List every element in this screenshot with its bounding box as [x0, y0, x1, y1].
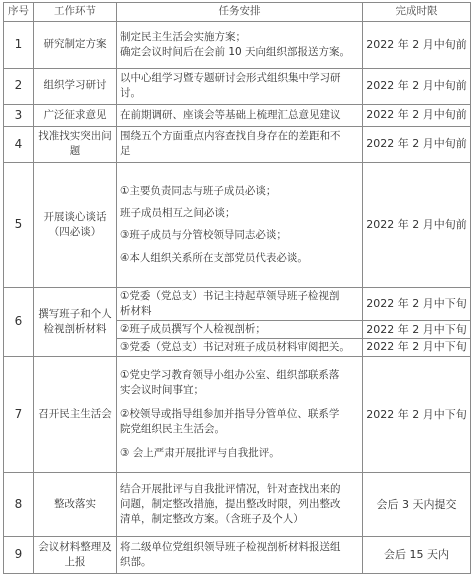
row-number: 8 — [4, 473, 34, 537]
row-task — [117, 321, 363, 339]
table-row — [4, 356, 471, 472]
task-line: ②班子成员撰写个人检视剖析； — [120, 322, 266, 335]
table-row — [4, 22, 471, 69]
task-line: 讨。 — [120, 87, 141, 100]
task-line: 在前期调研、座谈会等基础上梳理汇总意见建议 — [120, 108, 341, 121]
row-task — [117, 22, 363, 69]
task-line: ①党史学习教育领导小组办公室、组织部联系落 — [120, 368, 340, 381]
table-row — [4, 536, 471, 573]
row-number: 9 — [4, 536, 34, 573]
row-deadline: 会后 3 天内提交 — [363, 473, 471, 537]
table-row — [4, 126, 471, 162]
task-line: ③班子成员与分管校领导同志必谈； — [120, 229, 287, 242]
task-line: 院党组织民主生活会。 — [120, 423, 225, 436]
row-deadline: 2022 年 2 月中旬前 — [363, 162, 471, 287]
row-deadline: 2022 年 2 月中下旬 — [363, 338, 471, 356]
task-line: ③ 会上严肃开展批评与自我批评。 — [120, 447, 280, 460]
row-deadline: 2022 年 2 月中旬前 — [363, 126, 471, 162]
task-line: 问题，制定整改措施，提出整改时限，列出整改 — [120, 498, 341, 510]
header-deadline: 完成时限 — [363, 3, 471, 22]
task-line: ④本人组织关系所在支部党员代表必谈。 — [120, 251, 308, 264]
task-line: 析材料 — [120, 304, 152, 317]
task-line: 足 — [120, 145, 131, 158]
header-no: 序号 — [4, 3, 34, 22]
task-line: ③党委（党总支）书记对班子成员材料审阅把关。 — [120, 340, 350, 353]
row-step: 找准找实突出问题 — [34, 126, 117, 162]
row-deadline: 会后 15 天内 — [363, 536, 471, 573]
task-line: ①主要负责同志与班子成员必谈； — [120, 184, 277, 197]
table-row — [4, 162, 471, 287]
table-row — [4, 287, 471, 320]
schedule-table — [3, 2, 471, 574]
row-step: 召开民主生活会 — [34, 356, 117, 472]
row-number: 7 — [4, 356, 34, 472]
row-step: 组织学习研讨 — [34, 68, 117, 104]
row-number: 5 — [4, 162, 34, 287]
task-line: 班子成员相互之间必谈； — [120, 207, 236, 220]
row-task — [117, 104, 363, 126]
row-number: 6 — [4, 287, 34, 356]
row-deadline: 2022 年 2 月中下旬 — [363, 321, 471, 339]
row-step: 开展谈心谈话（四必谈） — [34, 162, 117, 287]
row-deadline: 2022 年 2 月中旬前 — [363, 104, 471, 126]
row-number: 1 — [4, 22, 34, 69]
task-line: ②校领导或指导组参加并指导分管单位、联系学 — [120, 408, 340, 420]
row-task — [117, 338, 363, 356]
row-deadline: 2022 年 2 月中旬前 — [363, 22, 471, 69]
header-step: 工作环节 — [34, 3, 117, 22]
task-line: 确定会议时间后在会前 10 天向组织部报送方案。 — [120, 45, 351, 58]
task-line: 结合开展批评与自我批评情况，针对查找出来的 — [120, 482, 341, 495]
task-line: 制定民主生活会实施方案； — [120, 30, 246, 43]
row-step: 广泛征求意见 — [34, 104, 117, 126]
row-deadline: 2022 年 2 月中旬前 — [363, 68, 471, 104]
row-number: 3 — [4, 104, 34, 126]
row-deadline: 2022 年 2 月中下旬 — [363, 356, 471, 472]
table-row — [4, 68, 471, 104]
table-row — [4, 104, 471, 126]
task-line: 将二级单位党组织领导班子检视剖析材料报送组 — [120, 540, 341, 553]
row-task — [117, 356, 363, 472]
row-deadline: 2022 年 2 月中下旬 — [363, 287, 471, 320]
row-step: 研究制定方案 — [34, 22, 117, 69]
task-line: 清单，制定整改方案。（含班子及个人） — [120, 513, 304, 526]
row-number: 2 — [4, 68, 34, 104]
row-task — [117, 536, 363, 573]
task-line: 围绕五个方面重点内容查找自身存在的差距和不 — [120, 130, 341, 143]
task-line: ①党委（党总支）书记主持起草领导班子检视剖 — [120, 289, 340, 302]
row-task — [117, 126, 363, 162]
row-step: 撰写班子和个人检视剖析材料 — [34, 287, 117, 356]
row-number: 4 — [4, 126, 34, 162]
row-task — [117, 473, 363, 537]
row-task — [117, 287, 363, 320]
row-task — [117, 162, 363, 287]
header-task: 任务安排 — [117, 3, 363, 22]
table-row — [4, 473, 471, 537]
row-step: 会议材料整理及上报 — [34, 536, 117, 573]
row-step: 整改落实 — [34, 473, 117, 537]
header-row — [4, 3, 471, 22]
task-line: 实会议时间事宜； — [120, 383, 204, 396]
row-task — [117, 68, 363, 104]
task-line: 以中心组学习暨专题研讨会形式组织集中学习研 — [120, 71, 341, 84]
task-line: 织部。 — [120, 555, 152, 568]
